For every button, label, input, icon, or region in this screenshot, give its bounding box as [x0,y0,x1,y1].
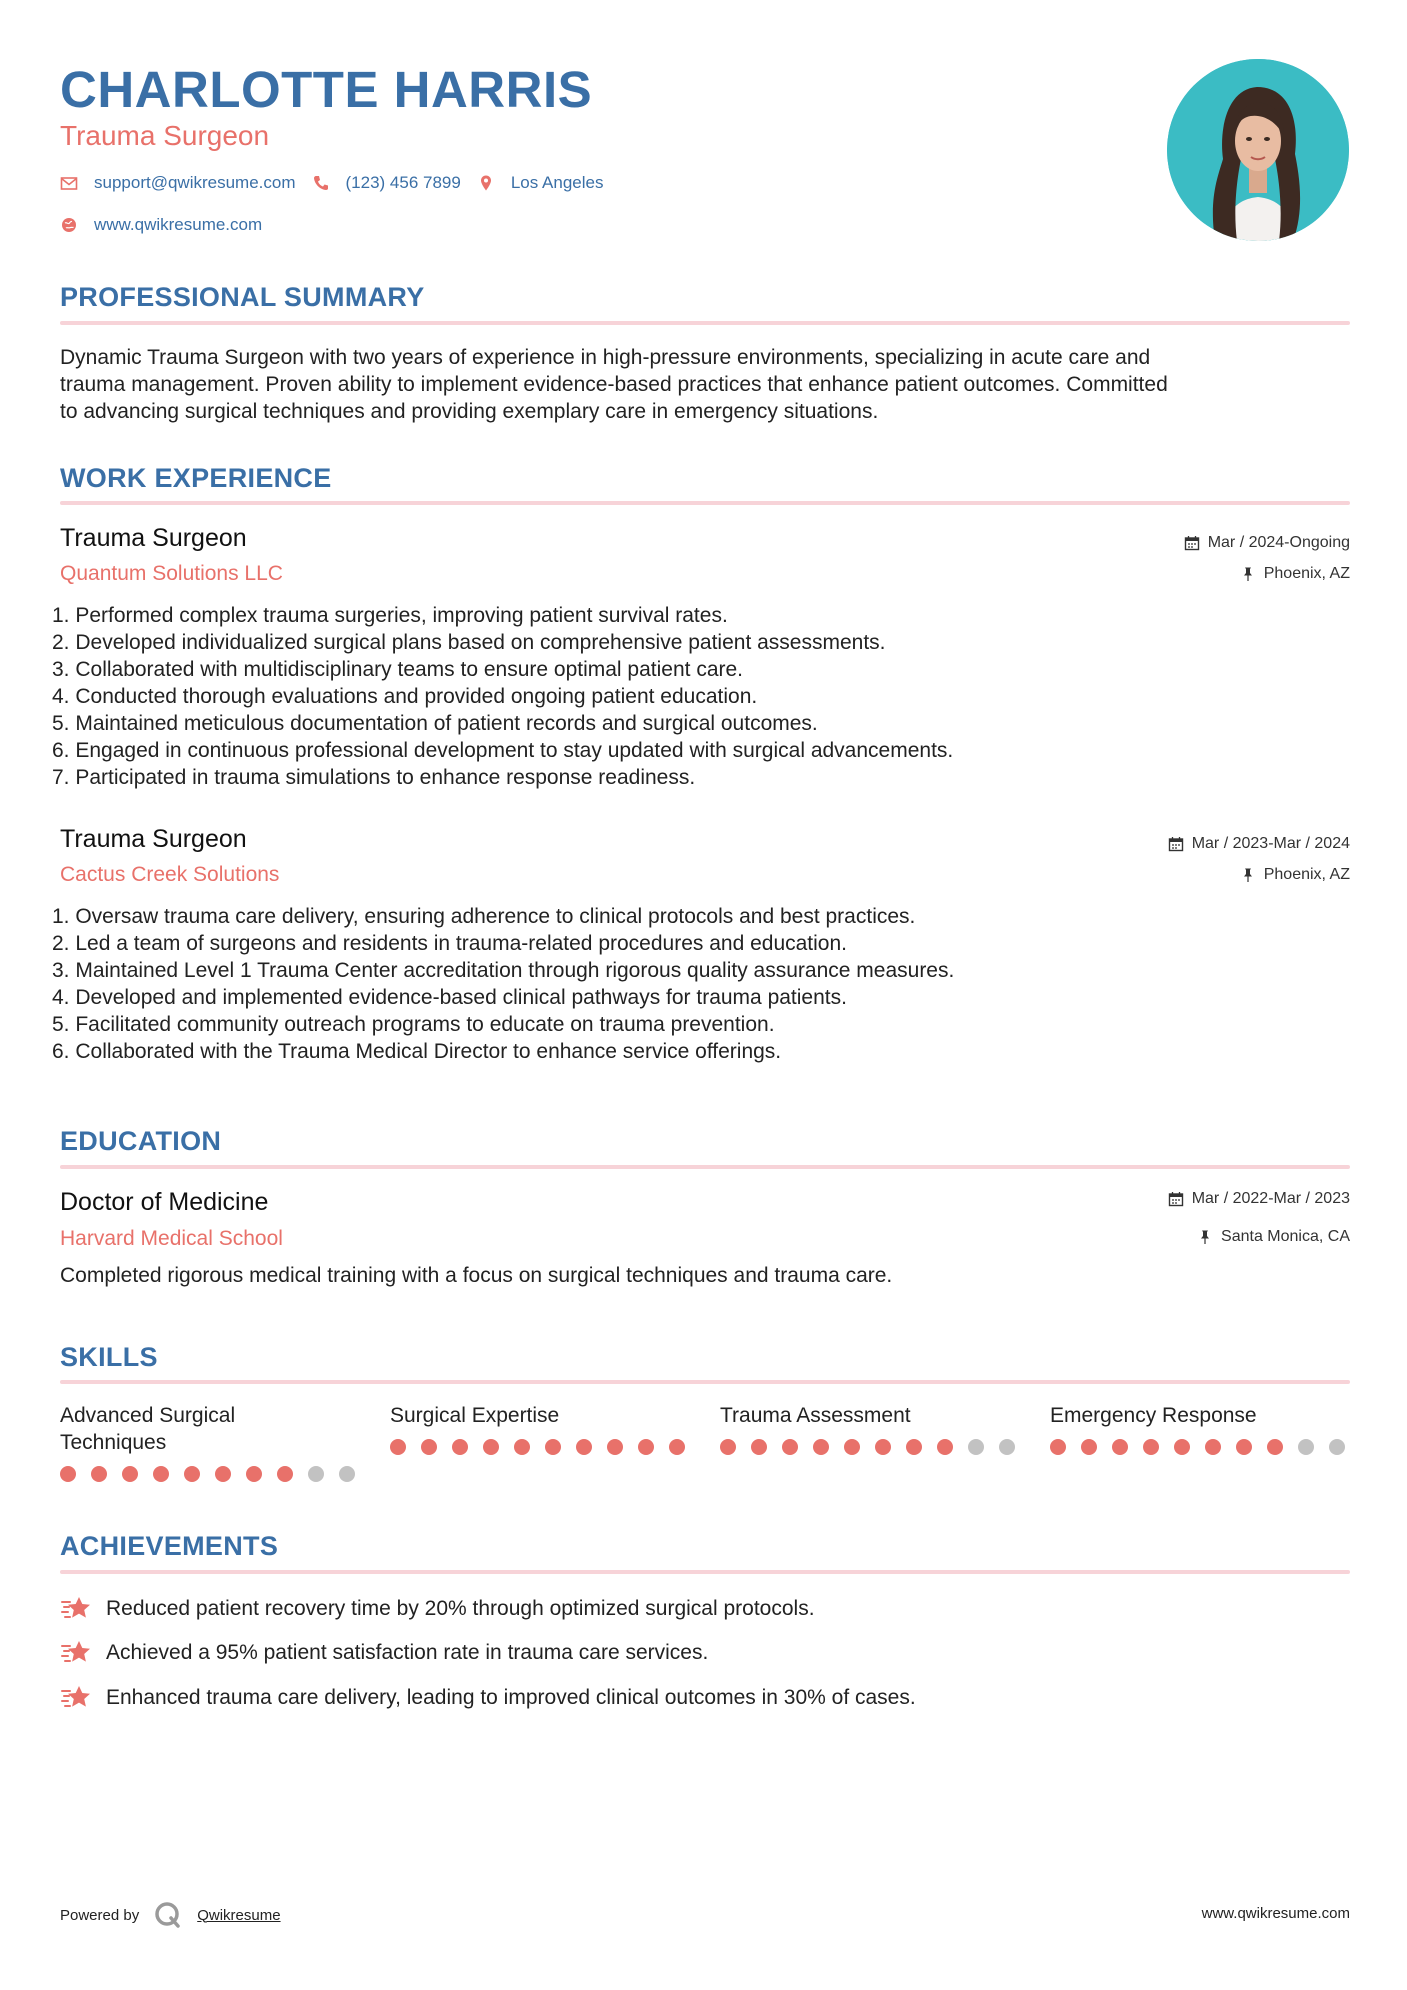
star-icon [60,1592,92,1624]
list-item: 7. Participated in trauma simulations to enhance response readiness. [52,766,696,789]
skill-name [1050,1402,1350,1429]
skill-dot-filled [576,1439,592,1455]
skill-name-line: Techniques [60,1431,167,1454]
skill-item [1050,1402,1360,1455]
list-item: 6. Engaged in continuous professional development to stay updated with surgical advancements. [52,739,954,762]
skill-rating [390,1439,700,1455]
calendar-icon [1168,1191,1184,1207]
summary-line: trauma management. Proven ability to implement evidence-based practices that enhance patient outcomes. Committed [60,373,1168,396]
skill-dot-filled [782,1439,798,1455]
list-item: 5. Maintained meticulous documentation of patient records and surgical outcomes. [52,712,818,735]
job-location-text: Phoenix, AZ [1263,565,1350,582]
skill-dot-filled [1236,1439,1252,1455]
calendar-icon [1168,836,1184,852]
education-dates [1168,1188,1350,1210]
list-item: 4. Conducted thorough evaluations and provided ongoing patient education. [52,685,758,708]
skill-name [60,1402,360,1456]
achievement-text: Enhanced trauma care delivery, leading to improved clinical outcomes in 30% of cases. [106,1685,916,1709]
job-title: Trauma Surgeon [60,524,247,552]
section-title-achievements: ACHIEVEMENTS [60,1531,279,1561]
skill-name-line: Trauma Assessment [720,1404,911,1427]
skill-dot-filled [390,1439,406,1455]
education-location [1197,1226,1350,1248]
section-divider [60,1570,1350,1574]
contact-row [60,172,603,194]
skill-dot-filled [60,1466,76,1482]
company-name: Cactus Creek Solutions [60,863,280,886]
section-divider [60,1380,1350,1384]
star-icon [60,1636,92,1668]
job-bullets [52,602,953,791]
skill-dot-filled [1081,1439,1097,1455]
summary-text [60,344,1350,425]
school-name: Harvard Medical School [60,1227,283,1250]
section-title-experience: WORK EXPERIENCE [60,463,332,493]
education-description: Completed rigorous medical training with a focus on surgical techniques and trauma care. [60,1264,893,1287]
list-item: 2. Developed individualized surgical plans based on comprehensive patient assessments. [52,631,886,654]
achievement-item [60,1681,916,1713]
skill-dot-filled [607,1439,623,1455]
skill-dot-filled [906,1439,922,1455]
skill-dot-empty [308,1466,324,1482]
job-location [1240,563,1350,585]
email-link[interactable]: support@qwikresume.com [94,173,296,192]
skill-dot-filled [875,1439,891,1455]
location-pin-icon [477,174,495,192]
section-title-skills: SKILLS [60,1342,158,1372]
job-location-text: Phoenix, AZ [1263,866,1350,883]
skill-dot-filled [1205,1439,1221,1455]
achievement-item [60,1592,815,1624]
skill-dot-filled [215,1466,231,1482]
mail-icon [60,174,78,192]
list-item: 2. Led a team of surgeons and residents in trauma-related procedures and education. [52,932,847,955]
list-item: 6. Collaborated with the Trauma Medical Director to enhance service offerings. [52,1040,782,1063]
list-item: 1. Performed complex trauma surgeries, improving patient survival rates. [52,604,728,627]
achievement-text: Reduced patient recovery time by 20% through optimized surgical protocols. [106,1596,815,1620]
skill-dot-filled [1112,1439,1128,1455]
list-item: 1. Oversaw trauma care delivery, ensuring adherence to clinical protocols and best practices. [52,905,916,928]
section-divider [60,501,1350,505]
skill-name [390,1402,690,1429]
section-title-summary: PROFESSIONAL SUMMARY [60,282,425,312]
education-dates-text: Mar / 2022-Mar / 2023 [1191,1190,1350,1207]
website-link[interactable]: www.qwikresume.com [94,215,263,234]
skill-item [720,1402,1030,1455]
job-location [1240,864,1350,886]
skill-item [390,1402,700,1455]
company-name: Quantum Solutions LLC [60,562,283,585]
skill-dot-filled [638,1439,654,1455]
skill-dot-filled [1267,1439,1283,1455]
achievement-item [60,1636,708,1668]
skill-name-line: Surgical Expertise [390,1404,560,1427]
phone-number[interactable]: (123) 456 7899 [345,173,461,192]
list-item: 4. Developed and implemented evidence-based clinical pathways for trauma patients. [52,986,847,1009]
list-item: 5. Facilitated community outreach programs to educate on trauma prevention. [52,1013,775,1036]
pushpin-icon [1197,1229,1213,1245]
calendar-icon [1184,535,1200,551]
candidate-name: CHARLOTTE HARRIS [60,61,593,118]
pushpin-icon [1240,867,1256,883]
education-location-text: Santa Monica, CA [1221,1228,1350,1245]
skill-name-line: Advanced Surgical [60,1404,236,1427]
section-title-education: EDUCATION [60,1126,222,1156]
skill-name-line: Emergency Response [1050,1404,1257,1427]
achievement-text: Achieved a 95% patient satisfaction rate in trauma care services. [106,1640,709,1664]
skill-rating [1050,1439,1360,1455]
skill-dot-filled [1143,1439,1159,1455]
skill-dot-filled [720,1439,736,1455]
job-title: Trauma Surgeon [60,825,247,853]
website-row [60,214,262,236]
star-icon [60,1681,92,1713]
skill-name [720,1402,1020,1429]
skill-dot-filled [751,1439,767,1455]
skill-dot-filled [452,1439,468,1455]
location-text: Los Angeles [510,173,604,192]
skill-rating [720,1439,1030,1455]
job-dates [1168,833,1350,855]
skill-dot-filled [184,1466,200,1482]
qwikresume-logo-icon [153,1900,183,1930]
skill-dot-filled [844,1439,860,1455]
skill-dot-filled [1050,1439,1066,1455]
skill-dot-filled [246,1466,262,1482]
skill-dot-empty [968,1439,984,1455]
skill-dot-filled [153,1466,169,1482]
summary-line: Dynamic Trauma Surgeon with two years of experience in high-pressure environments, specializing in acute care and [60,346,1151,369]
skill-dot-filled [421,1439,437,1455]
skill-dot-filled [483,1439,499,1455]
summary-line: to advancing surgical techniques and providing exemplary care in emergency situations. [60,400,879,423]
skill-dot-filled [122,1466,138,1482]
section-divider [60,321,1350,325]
qwikresume-link[interactable]: Qwikresume [197,1906,281,1924]
pushpin-icon [1240,566,1256,582]
job-dates-text: Mar / 2023-Mar / 2024 [1191,835,1350,852]
skill-dot-empty [339,1466,355,1482]
globe-icon [60,216,78,234]
skill-dot-empty [1298,1439,1314,1455]
skill-dot-filled [91,1466,107,1482]
degree-title: Doctor of Medicine [60,1188,269,1216]
skill-item [60,1402,370,1482]
phone-icon [312,174,330,192]
footer-website-link[interactable]: www.qwikresume.com [1201,1905,1350,1922]
skill-dot-empty [999,1439,1015,1455]
skill-dot-filled [277,1466,293,1482]
profile-photo [1167,59,1349,241]
skill-dot-filled [1174,1439,1190,1455]
skill-rating [60,1466,370,1482]
skill-dot-filled [813,1439,829,1455]
job-dates-text: Mar / 2024-Ongoing [1207,534,1350,551]
job-dates [1184,532,1350,554]
job-bullets [52,903,954,1065]
skill-dot-filled [937,1439,953,1455]
section-divider [60,1165,1350,1169]
skill-dot-filled [669,1439,685,1455]
footer-powered-by [60,1900,281,1930]
skill-dot-filled [545,1439,561,1455]
candidate-role: Trauma Surgeon [60,120,270,151]
list-item: 3. Maintained Level 1 Trauma Center accreditation through rigorous quality assurance measures. [52,959,955,982]
list-item: 3. Collaborated with multidisciplinary teams to ensure optimal patient care. [52,658,744,681]
skill-dot-empty [1329,1439,1345,1455]
powered-by-label: Powered by [60,1906,140,1924]
skill-dot-filled [514,1439,530,1455]
